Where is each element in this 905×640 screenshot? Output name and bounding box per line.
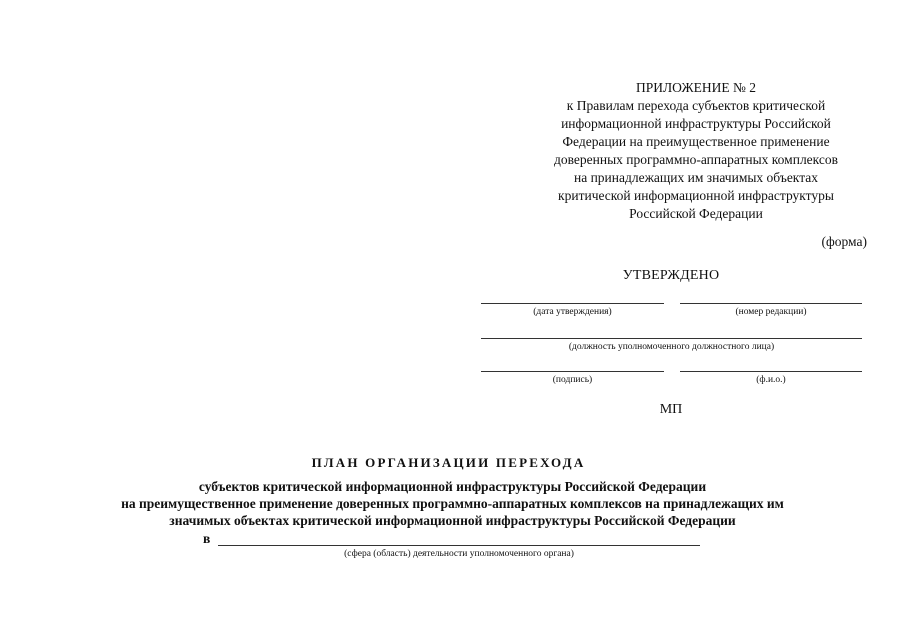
approval-title: УТВЕРЖДЕНО <box>622 268 720 283</box>
appendix-line: критической информационной инфраструктуры <box>558 188 834 203</box>
official-position-caption: (должность уполномоченного должностного лица) <box>568 342 775 352</box>
form-label: (форма) <box>821 234 867 249</box>
appendix-header <box>520 79 872 223</box>
full-name-caption: (ф.и.о.) <box>756 375 786 385</box>
appendix-line: на принадлежащих им значимых объектах <box>573 170 818 185</box>
plan-in-prefix: в <box>203 531 211 546</box>
sphere-of-activity-caption: (сфера (область) деятельности уполномоченного органа) <box>344 549 574 559</box>
appendix-line: к Правилам перехода субъектов критической <box>566 98 826 113</box>
full-name-field <box>680 371 862 386</box>
approval-date-field <box>481 303 664 318</box>
edition-number-caption: (номер редакции) <box>735 307 807 317</box>
plan-title: ПЛАН ОРГАНИЗАЦИИ ПЕРЕХОДА <box>311 455 586 470</box>
approval-date-caption: (дата утверждения) <box>533 307 612 317</box>
plan-subtitle <box>20 478 885 529</box>
appendix-line: Российской Федерации <box>629 206 763 221</box>
appendix-line: доверенных программно-аппаратных комплексов <box>553 152 839 167</box>
appendix-line: ПРИЛОЖЕНИЕ № 2 <box>635 80 757 95</box>
appendix-line: информационной инфраструктуры Российской <box>561 116 831 131</box>
plan-subtitle-line: на преимущественное применение доверенных программно-аппаратных комплексов на принадлежащих им <box>121 496 784 511</box>
signature-field <box>481 371 664 386</box>
sphere-of-activity-field <box>218 545 700 560</box>
appendix-line: Федерации на преимущественное применение <box>562 134 830 149</box>
plan-subtitle-line: значимых объектах критической информационной инфраструктуры Российской Федерации <box>169 513 736 528</box>
edition-number-field <box>680 303 862 318</box>
official-position-field <box>481 338 862 353</box>
plan-subtitle-line: субъектов критической информационной инфраструктуры Российской Федерации <box>198 479 707 494</box>
stamp-place-label: МП <box>659 402 683 417</box>
signature-caption: (подпись) <box>552 375 593 385</box>
